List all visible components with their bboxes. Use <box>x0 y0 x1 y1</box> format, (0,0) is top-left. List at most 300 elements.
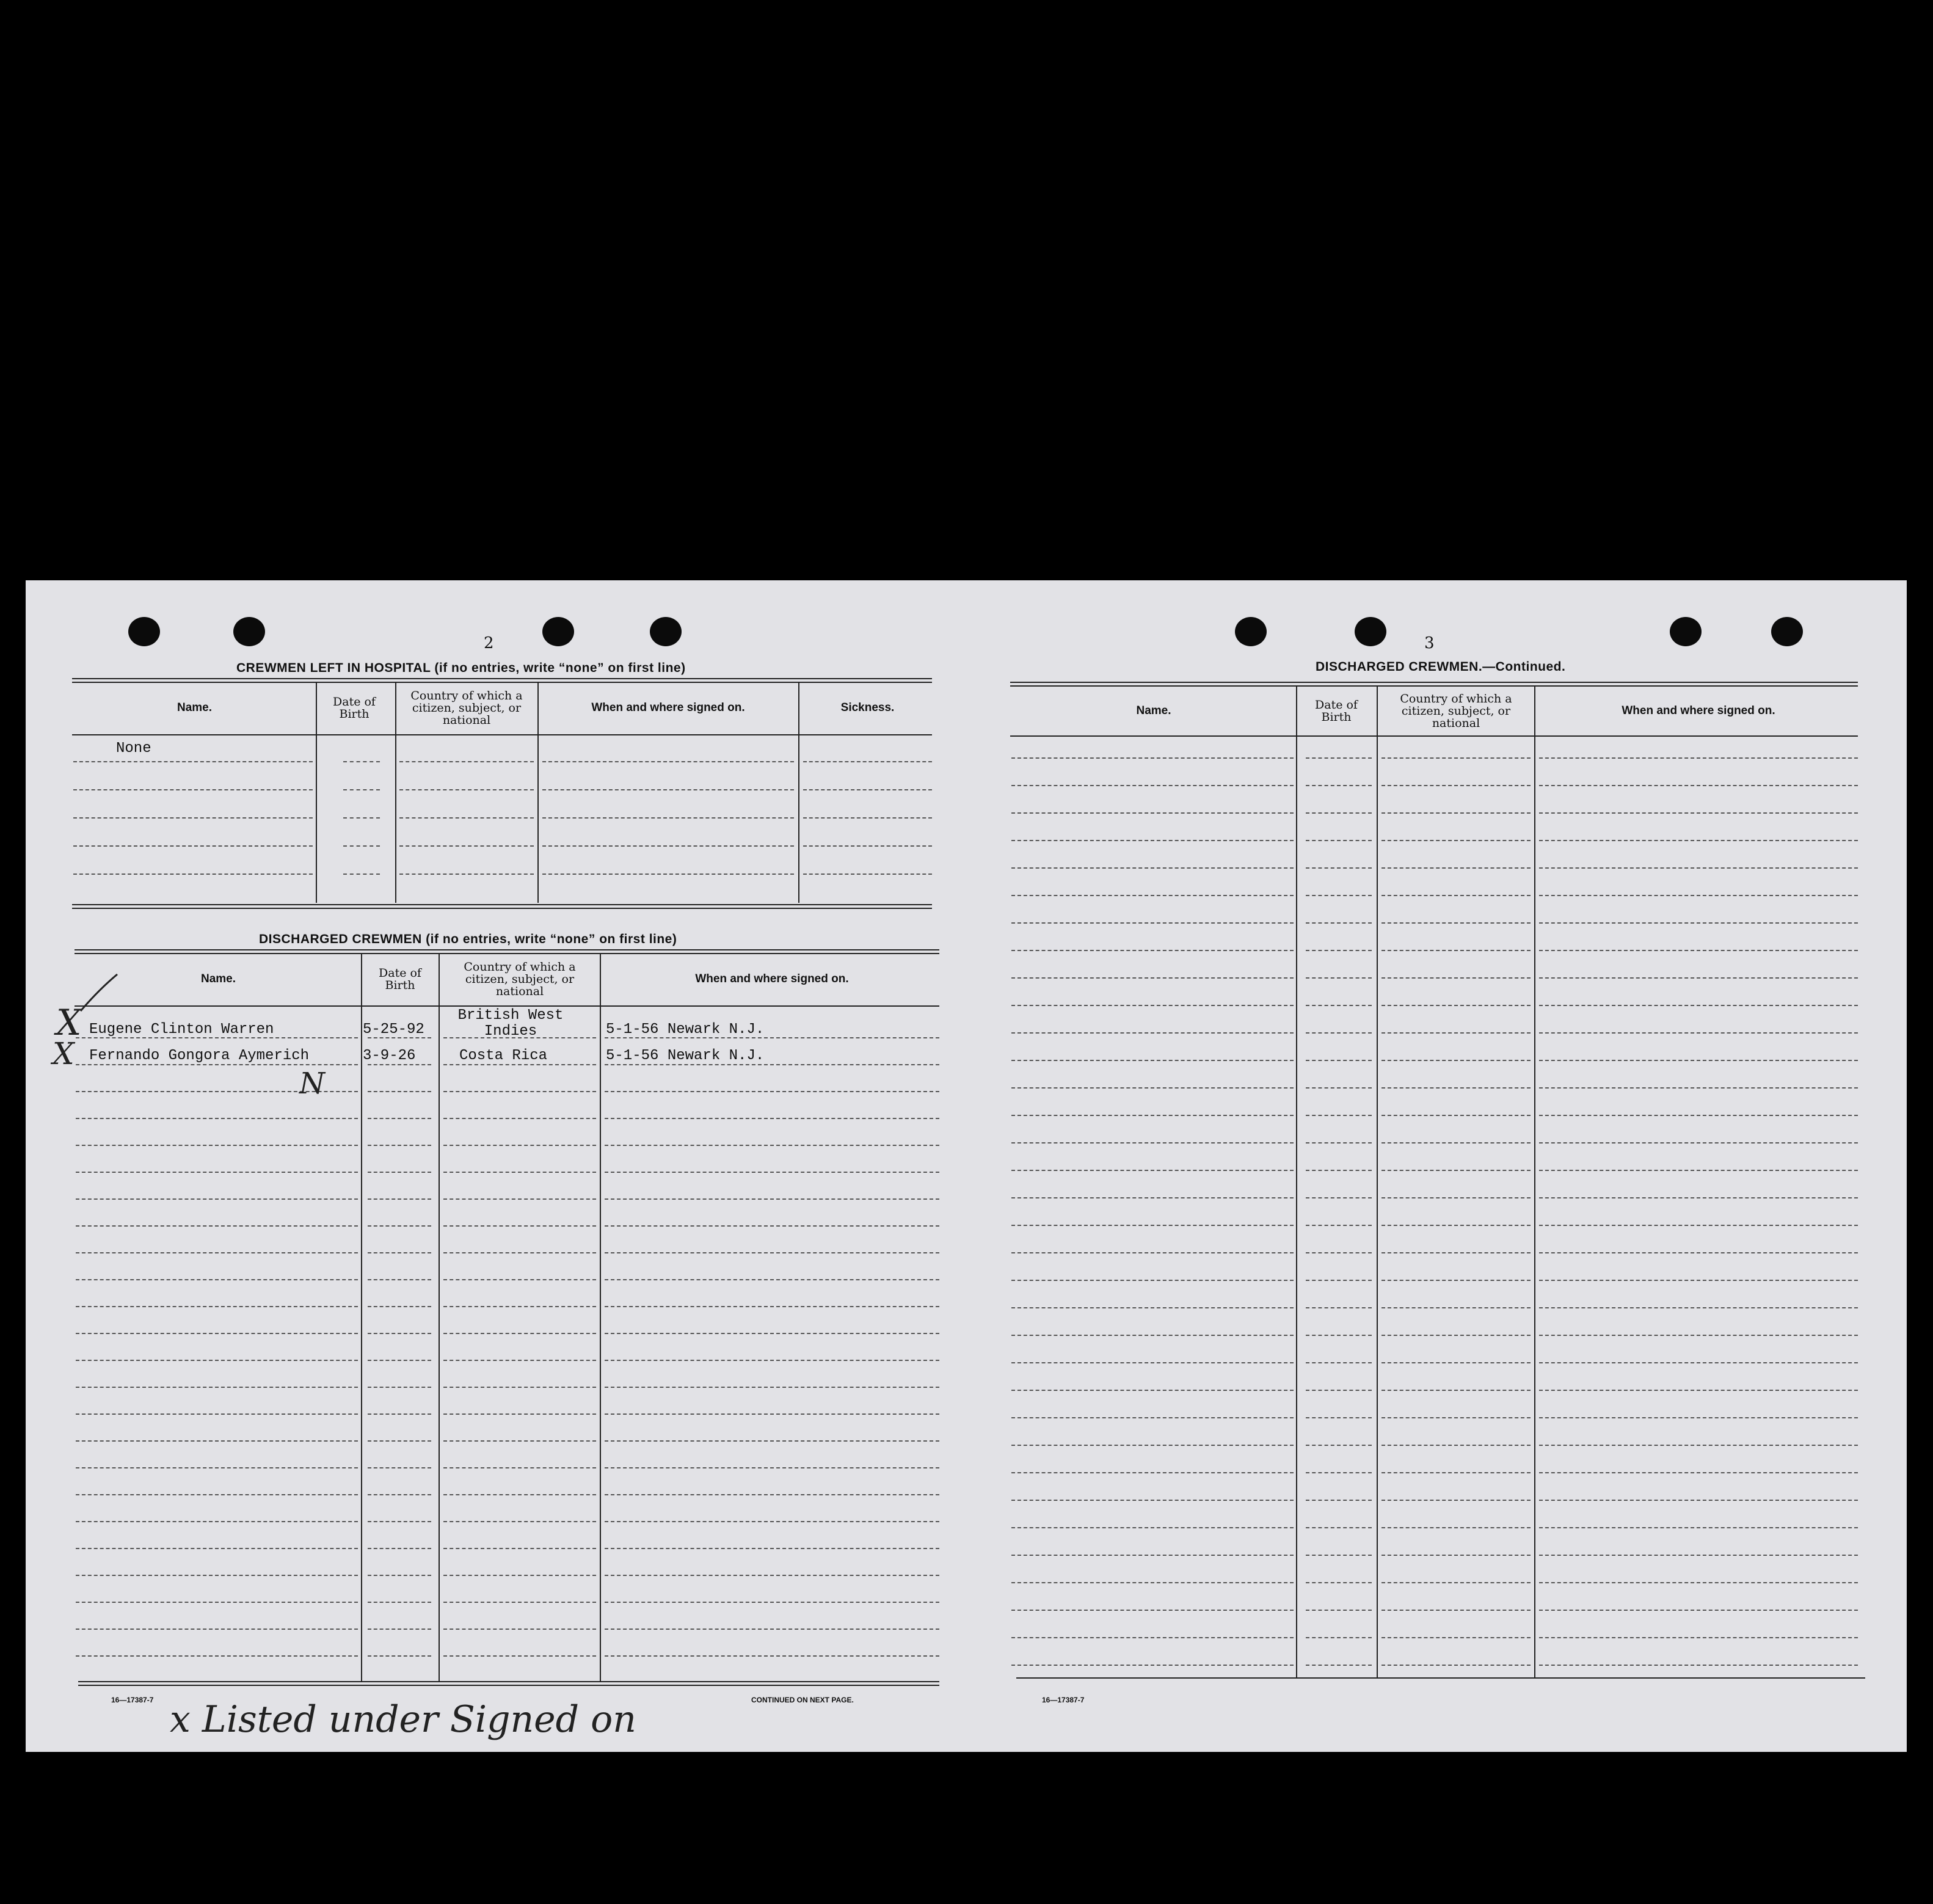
ruled-line <box>443 1064 596 1065</box>
ruled-line <box>1381 1087 1531 1089</box>
ruled-line <box>76 1279 358 1280</box>
right-page <box>966 580 1907 1752</box>
ruled-line <box>1539 812 1858 814</box>
ruled-line <box>1306 1225 1372 1226</box>
ruled-line <box>1539 1417 1858 1418</box>
ruled-line <box>1306 1335 1372 1336</box>
ruled-line <box>1539 1032 1858 1034</box>
section-rule <box>75 949 939 954</box>
ruled-line <box>73 845 313 847</box>
ruled-line <box>343 789 380 790</box>
ruled-line <box>1011 1472 1294 1473</box>
ruled-line <box>368 1548 431 1549</box>
ruled-line <box>343 761 380 762</box>
column-divider <box>1377 687 1378 1677</box>
ruled-line <box>443 1225 596 1227</box>
ruled-line <box>443 1548 596 1549</box>
ruled-line <box>1011 1527 1294 1528</box>
header-rule <box>72 734 932 735</box>
ruled-line <box>1306 977 1372 979</box>
ruled-line <box>1306 1005 1372 1006</box>
ruled-line <box>1539 785 1858 786</box>
ruled-line <box>605 1064 939 1065</box>
ruled-line <box>443 1655 596 1657</box>
ruled-line <box>1539 1582 1858 1583</box>
ruled-line <box>443 1602 596 1603</box>
ruled-line <box>1011 1060 1294 1061</box>
ruled-line <box>1381 1665 1531 1666</box>
header-country: Country of which a citizen, subject, or national <box>1400 692 1512 730</box>
ruled-line <box>76 1252 358 1253</box>
ruled-line <box>76 1413 358 1415</box>
ruled-line <box>1011 785 1294 786</box>
crew-signed-on: 5-1-56 Newark N.J. <box>606 1048 765 1064</box>
crew-dob: 3-9-26 <box>363 1048 416 1064</box>
ruled-line <box>1306 757 1372 759</box>
ruled-line <box>368 1225 431 1227</box>
punch-hole <box>128 617 160 646</box>
punch-hole <box>1235 617 1267 646</box>
ruled-line <box>443 1494 596 1495</box>
ruled-line <box>1381 1060 1531 1061</box>
ruled-line <box>368 1655 431 1657</box>
ruled-line <box>1306 812 1372 814</box>
ruled-line <box>1539 895 1858 896</box>
crew-country: British West Indies <box>457 1007 564 1040</box>
form-number: 16—17387-7 <box>111 1696 154 1704</box>
ruled-line <box>368 1118 431 1119</box>
ruled-line <box>803 845 932 847</box>
header-country: Country of which a citizen, subject, or national <box>464 960 576 998</box>
ruled-line <box>1539 1362 1858 1363</box>
ruled-line <box>443 1172 596 1173</box>
margin-mark-x: X <box>56 1002 82 1043</box>
ruled-line <box>443 1521 596 1522</box>
header-signed-on: When and where signed on. <box>591 701 745 714</box>
ruled-line <box>1306 1610 1372 1611</box>
ruled-line <box>76 1333 358 1334</box>
ruled-line <box>1011 1637 1294 1638</box>
ruled-line <box>1306 1417 1372 1418</box>
ruled-line <box>1011 1170 1294 1171</box>
ruled-line <box>1381 1610 1531 1611</box>
ruled-line <box>605 1145 939 1146</box>
ruled-line <box>1381 1197 1531 1198</box>
ruled-line <box>1306 1087 1372 1089</box>
ruled-line <box>1539 867 1858 869</box>
ruled-line <box>1381 1527 1531 1528</box>
ruled-line <box>605 1467 939 1468</box>
ruled-line <box>1306 1032 1372 1034</box>
ruled-line <box>1011 922 1294 924</box>
ruled-line <box>1306 1445 1372 1446</box>
ruled-line <box>1011 1197 1294 1198</box>
hospital-first-entry: None <box>116 740 151 757</box>
ruled-line <box>76 1225 358 1227</box>
ruled-line <box>1381 1582 1531 1583</box>
ruled-line <box>1306 785 1372 786</box>
ruled-line <box>1011 1005 1294 1006</box>
ruled-line <box>1011 757 1294 759</box>
ruled-line <box>1381 950 1531 951</box>
ruled-line <box>443 1252 596 1253</box>
ruled-line <box>1306 1170 1372 1171</box>
ruled-line <box>1539 1527 1858 1528</box>
ruled-line <box>1381 867 1531 869</box>
column-divider <box>600 954 601 1681</box>
ruled-line <box>1306 1197 1372 1198</box>
ruled-line <box>1381 1335 1531 1336</box>
ruled-line <box>76 1440 358 1442</box>
ruled-line <box>1381 1115 1531 1116</box>
header-rule <box>75 1005 939 1007</box>
ruled-line <box>399 761 534 762</box>
ruled-line <box>605 1494 939 1495</box>
ruled-line <box>1306 1555 1372 1556</box>
document-sheet <box>26 580 1907 1752</box>
ruled-line <box>1306 1142 1372 1143</box>
ruled-line <box>1381 1142 1531 1143</box>
ruled-line <box>1306 1500 1372 1501</box>
section-rule <box>72 678 932 683</box>
ruled-line <box>443 1145 596 1146</box>
header-dob: Date of Birth <box>1315 698 1358 724</box>
ruled-line <box>368 1440 431 1442</box>
punch-hole <box>233 617 265 646</box>
ruled-line <box>605 1655 939 1657</box>
ruled-line <box>803 817 932 819</box>
ruled-line <box>1539 1665 1858 1666</box>
ruled-line <box>1539 1142 1858 1143</box>
left-page <box>26 580 966 1752</box>
ruled-line <box>542 789 794 790</box>
ruled-line <box>605 1602 939 1603</box>
ruled-line <box>1306 1280 1372 1281</box>
ruled-line <box>1011 812 1294 814</box>
ruled-line <box>1539 950 1858 951</box>
ruled-line <box>443 1333 596 1334</box>
ruled-line <box>605 1225 939 1227</box>
ruled-line <box>368 1387 431 1388</box>
ruled-line <box>1011 1610 1294 1611</box>
ruled-line <box>76 1467 358 1468</box>
ruled-line <box>542 874 794 875</box>
crew-dob: 5-25-92 <box>363 1021 424 1038</box>
ruled-line <box>605 1521 939 1522</box>
section-rule <box>1010 682 1858 687</box>
punch-hole <box>1771 617 1803 646</box>
ruled-line <box>76 1198 358 1200</box>
column-divider <box>361 954 362 1681</box>
discharged-section-title: DISCHARGED CREWMEN (if no entries, write “none” on first line) <box>259 932 677 946</box>
crew-country: Costa Rica <box>459 1048 548 1064</box>
ruled-line <box>443 1091 596 1092</box>
ruled-line <box>803 761 932 762</box>
ruled-line <box>1011 867 1294 869</box>
ruled-line <box>368 1333 431 1334</box>
ruled-line <box>542 817 794 819</box>
ruled-line <box>1539 1307 1858 1308</box>
ruled-line <box>1306 895 1372 896</box>
ruled-line <box>443 1575 596 1576</box>
ruled-line <box>605 1387 939 1388</box>
ruled-line <box>1011 1115 1294 1116</box>
ruled-line <box>443 1387 596 1388</box>
ruled-line <box>1381 977 1531 979</box>
ruled-line <box>1539 1610 1858 1611</box>
section-rule <box>78 1681 939 1686</box>
ruled-line <box>76 1602 358 1603</box>
ruled-line <box>1381 757 1531 759</box>
ruled-line <box>368 1602 431 1603</box>
ruled-line <box>1381 1555 1531 1556</box>
ruled-line <box>803 789 932 790</box>
ruled-line <box>1306 1362 1372 1363</box>
ruled-line <box>1011 1225 1294 1226</box>
ruled-line <box>76 1145 358 1146</box>
punch-hole <box>650 617 682 646</box>
margin-mark-n: N <box>299 1067 325 1101</box>
ruled-line <box>605 1252 939 1253</box>
ruled-line <box>1539 1170 1858 1171</box>
form-number: 16—17387-7 <box>1042 1696 1085 1704</box>
ruled-line <box>605 1172 939 1173</box>
ruled-line <box>1539 1390 1858 1391</box>
ruled-line <box>73 874 313 875</box>
ruled-line <box>1011 1252 1294 1253</box>
crew-name: Eugene Clinton Warren <box>89 1021 274 1038</box>
ruled-line <box>76 1655 358 1657</box>
ruled-line <box>1539 1472 1858 1473</box>
ruled-line <box>1381 1417 1531 1418</box>
ruled-line <box>76 1575 358 1576</box>
ruled-line <box>1011 1142 1294 1143</box>
ruled-line <box>605 1575 939 1576</box>
ruled-line <box>1539 922 1858 924</box>
ruled-line <box>605 1413 939 1415</box>
ruled-line <box>1011 1390 1294 1391</box>
ruled-line <box>605 1037 939 1038</box>
punch-hole <box>1670 617 1702 646</box>
ruled-line <box>368 1064 431 1065</box>
ruled-line <box>368 1413 431 1415</box>
ruled-line <box>1381 922 1531 924</box>
ruled-line <box>1381 1225 1531 1226</box>
handwritten-note: x Listed under Signed on <box>170 1698 636 1741</box>
ruled-line <box>1381 1472 1531 1473</box>
ruled-line <box>443 1629 596 1630</box>
ruled-line <box>443 1413 596 1415</box>
header-dob: Date of Birth <box>379 966 421 992</box>
section-rule <box>1016 1677 1865 1679</box>
column-divider <box>798 683 799 903</box>
ruled-line <box>1306 1582 1372 1583</box>
column-divider <box>1534 687 1535 1677</box>
ruled-line <box>368 1091 431 1092</box>
column-divider <box>395 683 396 903</box>
ruled-line <box>1539 1005 1858 1006</box>
ruled-line <box>1381 1390 1531 1391</box>
ruled-line <box>1539 1225 1858 1226</box>
ruled-line <box>443 1440 596 1442</box>
ruled-line <box>542 845 794 847</box>
margin-mark-x: X <box>53 1036 75 1071</box>
ruled-line <box>1539 1335 1858 1336</box>
ruled-line <box>1381 1170 1531 1171</box>
ruled-line <box>1539 1060 1858 1061</box>
ruled-line <box>1011 895 1294 896</box>
column-divider <box>537 683 539 903</box>
ruled-line <box>605 1629 939 1630</box>
ruled-line <box>76 1629 358 1630</box>
ruled-line <box>1539 757 1858 759</box>
ruled-line <box>73 817 313 819</box>
ruled-line <box>343 817 380 819</box>
ruled-line <box>1306 1390 1372 1391</box>
ruled-line <box>1011 1500 1294 1501</box>
header-name: Name. <box>177 701 213 714</box>
ruled-line <box>76 1172 358 1173</box>
ruled-line <box>76 1306 358 1307</box>
ruled-line <box>1011 950 1294 951</box>
ruled-line <box>1539 1555 1858 1556</box>
ruled-line <box>1381 1637 1531 1638</box>
ruled-line <box>343 874 380 875</box>
ruled-line <box>1539 1445 1858 1446</box>
ruled-line <box>1539 1115 1858 1116</box>
column-divider <box>316 683 317 903</box>
hospital-section-title: CREWMEN LEFT IN HOSPITAL (if no entries, write “none” on first line) <box>236 661 686 675</box>
handwritten-stroke <box>75 971 123 1014</box>
ruled-line <box>1306 1307 1372 1308</box>
ruled-line <box>1011 1582 1294 1583</box>
ruled-line <box>343 845 380 847</box>
ruled-line <box>1306 950 1372 951</box>
ruled-line <box>368 1575 431 1576</box>
crew-name: Fernando Gongora Aymerich <box>89 1048 310 1064</box>
ruled-line <box>443 1037 596 1038</box>
ruled-line <box>1381 785 1531 786</box>
ruled-line <box>605 1360 939 1361</box>
ruled-line <box>368 1360 431 1361</box>
ruled-line <box>605 1118 939 1119</box>
ruled-line <box>1381 1280 1531 1281</box>
header-signed-on: When and where signed on. <box>695 972 849 985</box>
ruled-line <box>368 1521 431 1522</box>
ruled-line <box>1011 1307 1294 1308</box>
ruled-line <box>605 1440 939 1442</box>
ruled-line <box>542 761 794 762</box>
ruled-line <box>1539 1087 1858 1089</box>
header-signed-on: When and where signed on. <box>1622 704 1775 717</box>
ruled-line <box>76 1360 358 1361</box>
ruled-line <box>399 845 534 847</box>
ruled-line <box>399 817 534 819</box>
ruled-line <box>443 1118 596 1119</box>
ruled-line <box>1011 1032 1294 1034</box>
ruled-line <box>1381 1500 1531 1501</box>
ruled-line <box>1011 1280 1294 1281</box>
page-number: 2 <box>484 634 494 652</box>
ruled-line <box>76 1064 358 1065</box>
ruled-line <box>368 1306 431 1307</box>
ruled-line <box>605 1198 939 1200</box>
ruled-line <box>76 1118 358 1119</box>
ruled-line <box>399 789 534 790</box>
ruled-line <box>73 789 313 790</box>
ruled-line <box>1306 1472 1372 1473</box>
ruled-line <box>368 1279 431 1280</box>
ruled-line <box>73 761 313 762</box>
ruled-line <box>368 1252 431 1253</box>
punch-hole <box>1355 617 1386 646</box>
ruled-line <box>76 1494 358 1495</box>
ruled-line <box>368 1467 431 1468</box>
ruled-line <box>1539 1280 1858 1281</box>
continued-note: CONTINUED ON NEXT PAGE. <box>751 1696 854 1704</box>
ruled-line <box>368 1145 431 1146</box>
ruled-line <box>1306 1060 1372 1061</box>
ruled-line <box>1539 1252 1858 1253</box>
ruled-line <box>1539 840 1858 841</box>
ruled-line <box>1011 840 1294 841</box>
ruled-line <box>443 1198 596 1200</box>
ruled-line <box>1011 1555 1294 1556</box>
ruled-line <box>1539 1500 1858 1501</box>
ruled-line <box>1381 1252 1531 1253</box>
ruled-line <box>76 1521 358 1522</box>
punch-hole <box>542 617 574 646</box>
ruled-line <box>1306 1527 1372 1528</box>
ruled-line <box>1306 922 1372 924</box>
header-rule <box>1010 735 1858 737</box>
ruled-line <box>1306 1115 1372 1116</box>
ruled-line <box>443 1279 596 1280</box>
ruled-line <box>1381 1005 1531 1006</box>
page-number: 3 <box>1424 634 1435 652</box>
ruled-line <box>1381 1445 1531 1446</box>
ruled-line <box>1306 1665 1372 1666</box>
ruled-line <box>1539 1197 1858 1198</box>
ruled-line <box>76 1548 358 1549</box>
header-country: Country of which a citizen, subject, or national <box>410 689 523 727</box>
ruled-line <box>803 874 932 875</box>
ruled-line <box>1539 977 1858 979</box>
header-name: Name. <box>200 972 236 985</box>
ruled-line <box>368 1629 431 1630</box>
ruled-line <box>605 1279 939 1280</box>
ruled-line <box>1011 977 1294 979</box>
ruled-line <box>605 1548 939 1549</box>
ruled-line <box>605 1091 939 1092</box>
ruled-line <box>368 1172 431 1173</box>
ruled-line <box>1306 1637 1372 1638</box>
ruled-line <box>1011 1445 1294 1446</box>
ruled-line <box>1011 1665 1294 1666</box>
ruled-line <box>1381 812 1531 814</box>
ruled-line <box>1011 1362 1294 1363</box>
ruled-line <box>368 1494 431 1495</box>
ruled-line <box>1011 1335 1294 1336</box>
ruled-line <box>399 874 534 875</box>
header-sickness: Sickness. <box>840 701 895 714</box>
section-rule <box>72 904 932 909</box>
column-divider <box>439 954 440 1681</box>
ruled-line <box>443 1306 596 1307</box>
discharged-continued-title: DISCHARGED CREWMEN.—Continued. <box>1316 660 1566 674</box>
ruled-line <box>76 1037 358 1038</box>
ruled-line <box>1539 1637 1858 1638</box>
